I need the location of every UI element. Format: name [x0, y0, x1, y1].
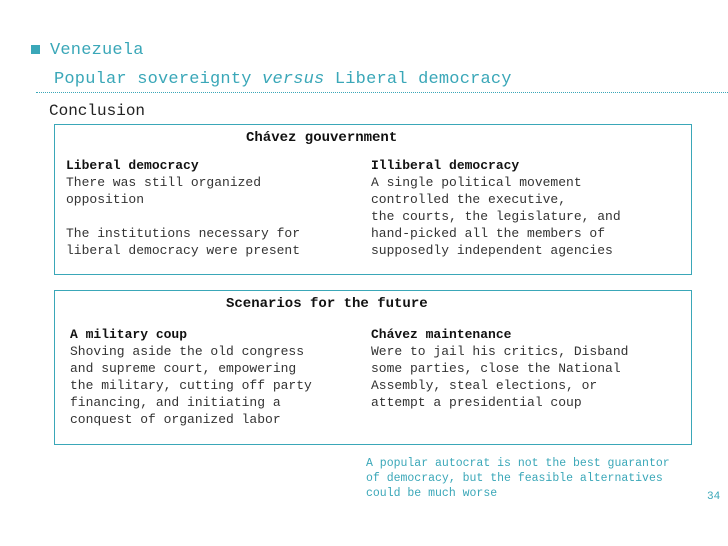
scenarios-box-title: Scenarios for the future — [226, 296, 428, 312]
liberal-democracy-column — [66, 157, 300, 259]
military-coup-text: Shoving aside the old congress and supreme court, empowering the military, cutting off party financing, and initiating a conquest of organized labor — [70, 344, 312, 427]
illiberal-democracy-text: A single political movement controlled the executive, the courts, the legislature, and hand-picked all the members of supposedly independent agencies — [371, 175, 621, 258]
subtitle-italic: versus — [262, 70, 325, 89]
square-bullet-icon — [31, 45, 40, 54]
chavez-maintenance-column — [371, 326, 628, 411]
illiberal-democracy-column — [371, 157, 621, 259]
liberal-democracy-heading: Liberal democracy — [66, 158, 199, 173]
page-number: 34 — [707, 491, 721, 503]
subtitle-part1: Popular sovereignty — [54, 70, 263, 89]
subtitle-part2: Liberal democracy — [324, 70, 512, 89]
military-coup-column — [70, 326, 312, 428]
chavez-maintenance-heading: Chávez maintenance — [371, 327, 512, 342]
chavez-maintenance-text: Were to jail his critics, Disband some parties, close the National Assembly, steal elections, or attempt a presidential coup — [371, 344, 629, 410]
slide-title: Venezuela — [50, 41, 144, 60]
liberal-democracy-text: There was still organized opposition The institutions necessary for liberal democracy were present — [66, 175, 301, 258]
conclusion-note: A popular autocrat is not the best guarantor of democracy, but the feasible alternatives could be much worse — [366, 457, 670, 500]
slide-subtitle — [54, 70, 512, 89]
header-divider — [36, 92, 728, 93]
illiberal-democracy-heading: Illiberal democracy — [371, 158, 520, 173]
military-coup-heading: A military coup — [70, 327, 188, 342]
section-label: Conclusion — [49, 102, 146, 120]
government-box-title: Chávez gouvernment — [246, 130, 398, 146]
